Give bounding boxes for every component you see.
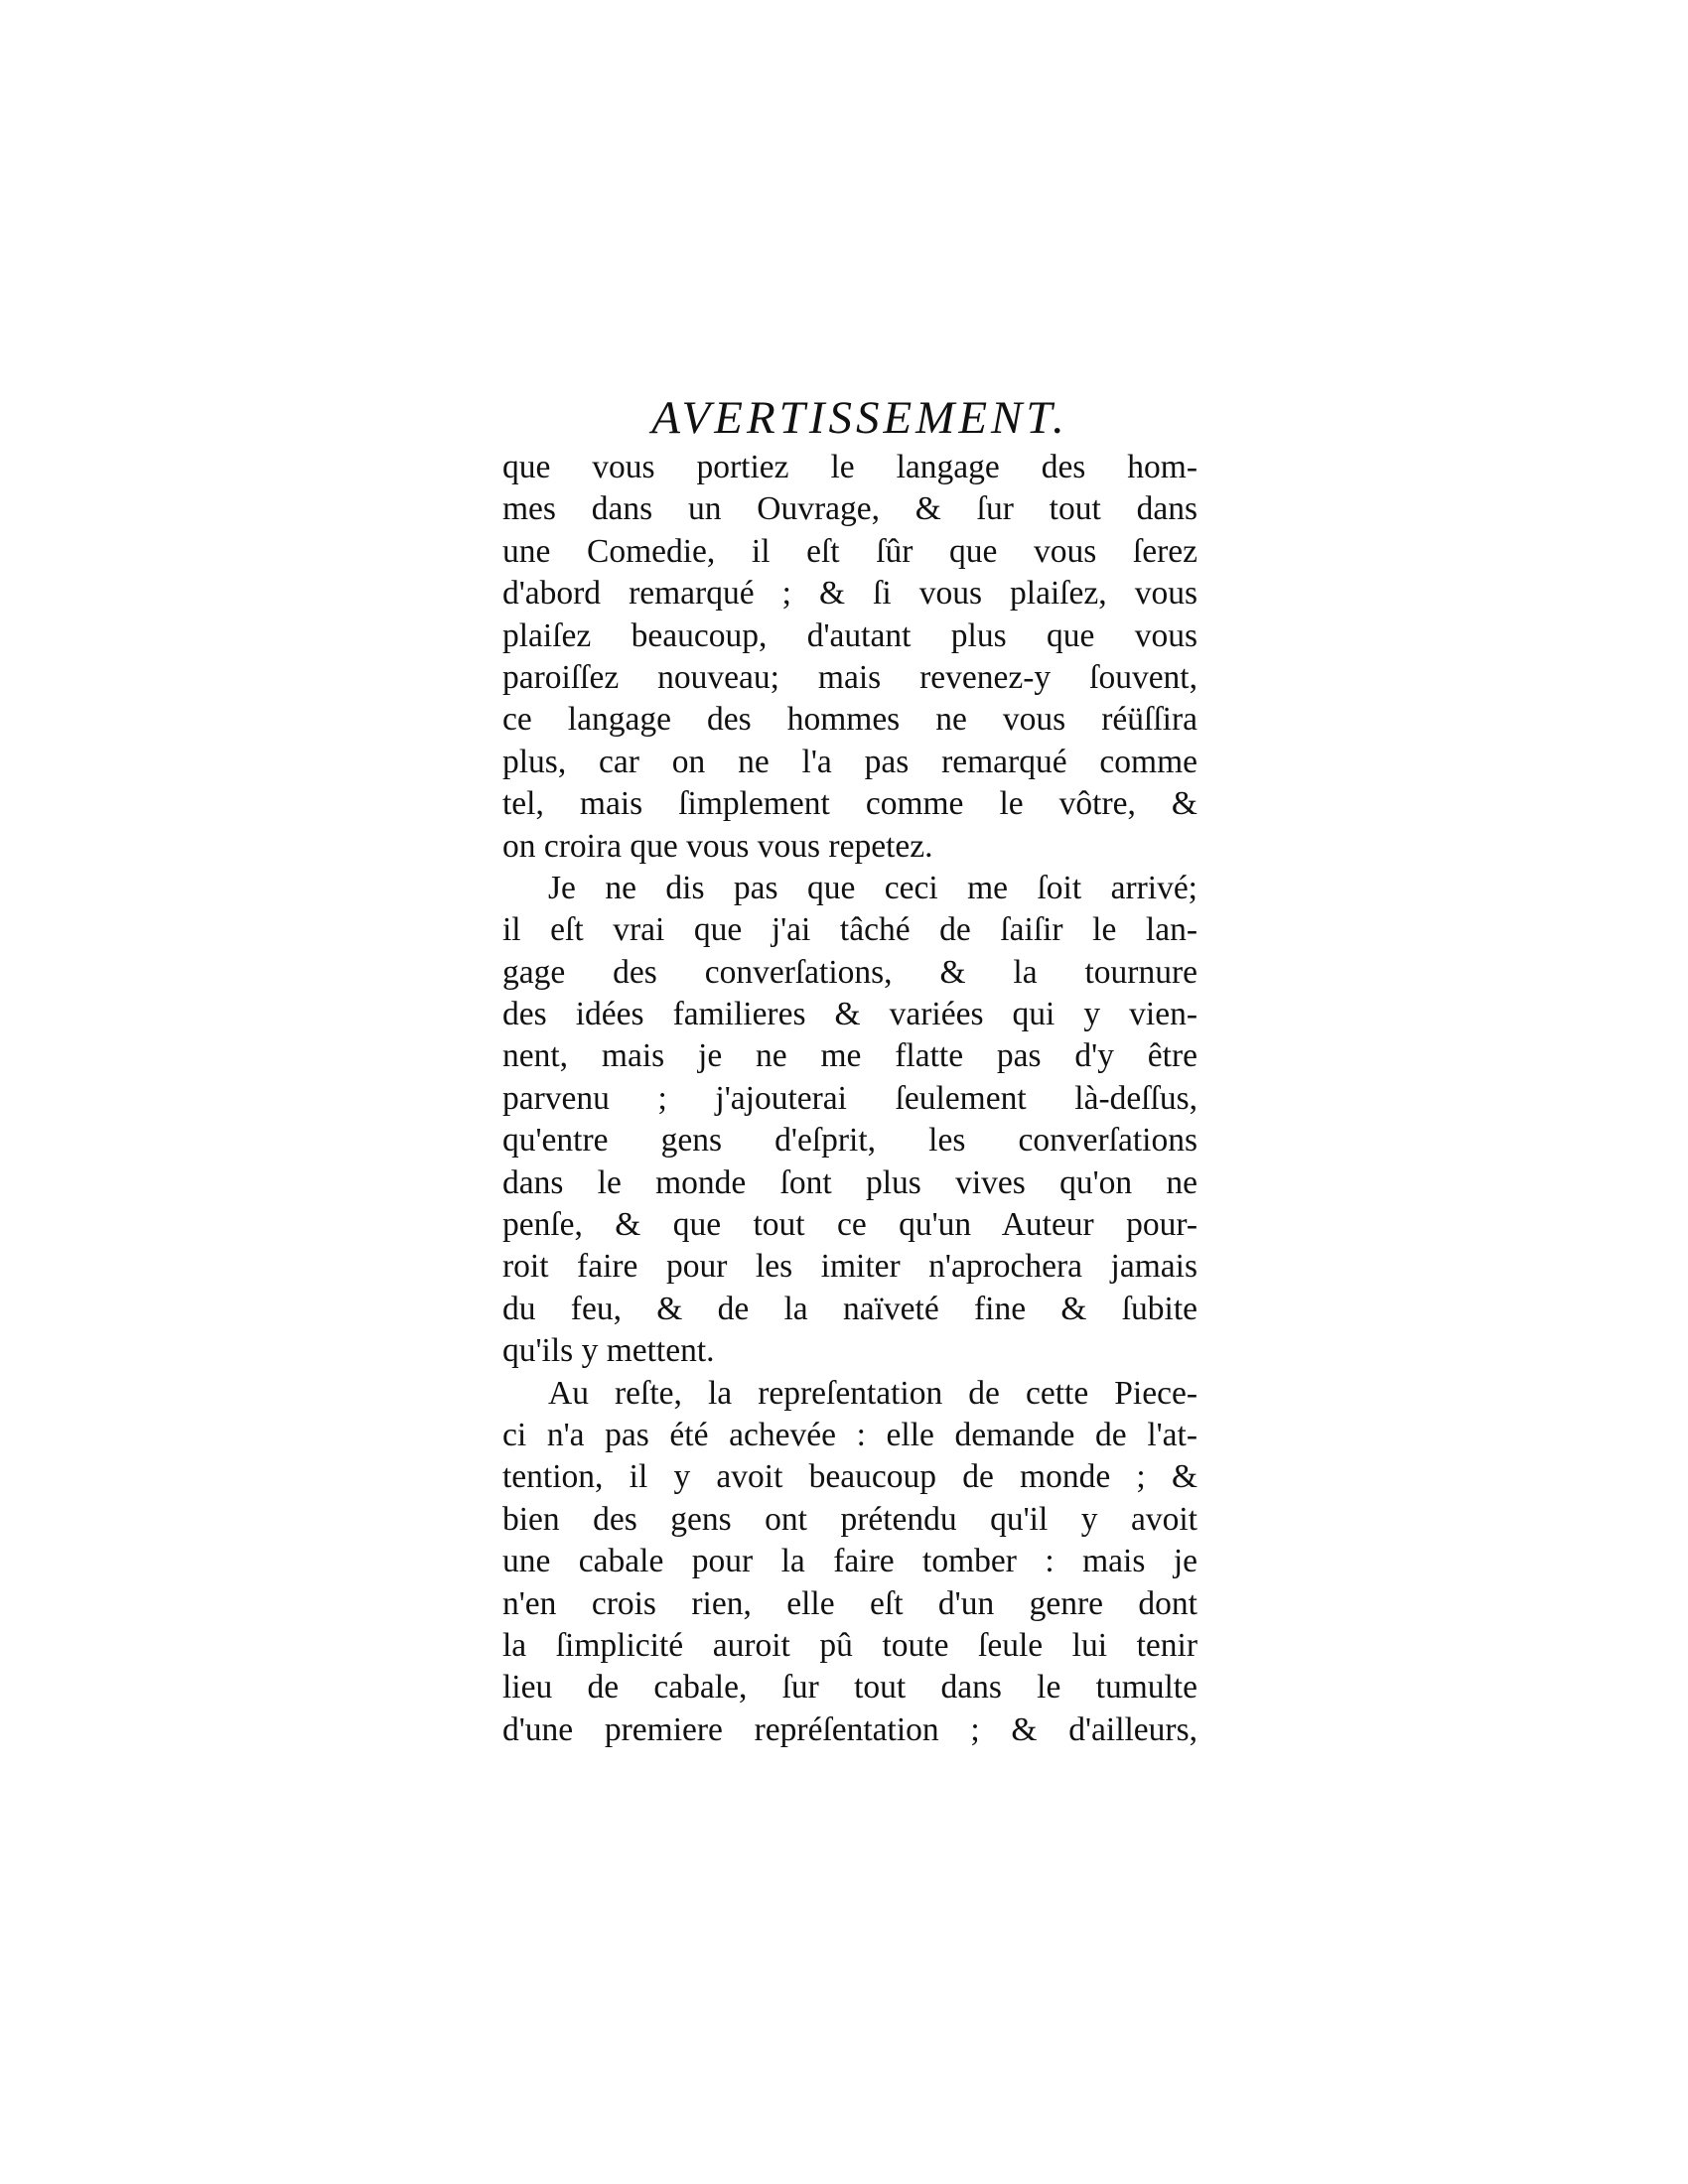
text-line: qu'ils y mettent. — [502, 1332, 715, 1370]
text-line: n'en crois rien, elle eſt d'un genre dont — [502, 1584, 1197, 1622]
text-line: qu'entre gens d'eſprit, les converſations — [502, 1122, 1197, 1160]
text-line: lieu de cabale, ſur tout dans le tumulte — [502, 1669, 1197, 1706]
text-line: gage des converſations, & la tournure — [502, 953, 1197, 991]
text-line: Je ne dis pas que ceci me ſoit arrivé; — [548, 869, 1197, 906]
text-line: penſe, & que tout ce qu'un Auteur pour- — [502, 1206, 1197, 1244]
paragraph-2 — [502, 868, 1197, 1373]
text-line: mes dans un Ouvrage, & ſur tout dans — [502, 490, 1197, 528]
text-line: roit faire pour les imiter n'aprochera jamais — [502, 1248, 1197, 1286]
book-page — [502, 389, 1197, 1751]
text-line: du feu, & de la naïveté fine & ſubite — [502, 1290, 1197, 1327]
text-line: tel, mais ſimplement comme le vôtre, & — [502, 785, 1197, 823]
text-line: parvenu ; j'ajouterai ſeulement là-deſſus, — [502, 1079, 1197, 1117]
paragraph-3 — [502, 1373, 1197, 1752]
running-head: AVERTISSEMENT. — [651, 392, 1068, 444]
text-line: une cabale pour la faire tomber : mais je — [502, 1543, 1197, 1580]
text-line: paroiſſez nouveau; mais revenez-y ſouvent, — [502, 658, 1197, 696]
text-line: d'une premiere repréſentation ; & d'ailleurs, — [502, 1710, 1197, 1748]
text-line: nent, mais je ne me flatte pas d'y être — [502, 1037, 1197, 1075]
text-line: que vous portiez le langage des hom- — [502, 449, 1197, 485]
text-line: dans le monde ſont plus vives qu'on ne — [502, 1163, 1197, 1201]
text-line: la ſimplicité auroit pû toute ſeule lui tenir — [502, 1626, 1197, 1664]
body-text — [502, 447, 1197, 1751]
text-line: tention, il y avoit beaucoup de monde ; & — [502, 1458, 1197, 1496]
text-line: une Comedie, il eſt ſûr que vous ſerez — [502, 532, 1197, 570]
text-line: il eſt vrai que j'ai tâché de ſaiſir le lan- — [502, 911, 1197, 949]
text-line: on croira que vous vous repetez. — [502, 827, 933, 865]
text-line: des idées familieres & variées qui y vien- — [502, 996, 1197, 1033]
text-line: plaiſez beaucoup, d'autant plus que vous — [502, 616, 1197, 654]
text-line: plus, car on ne l'a pas remarqué comme — [502, 743, 1197, 780]
text-line: ci n'a pas été achevée : elle demande de l'at- — [502, 1416, 1197, 1453]
text-line: bien des gens ont prétendu qu'il y avoit — [502, 1500, 1197, 1538]
text-line: d'abord remarqué ; & ſi vous plaiſez, vous — [502, 575, 1197, 613]
text-line: Au reſte, la repreſentation de cette Piece- — [548, 1374, 1197, 1412]
text-line: ce langage des hommes ne vous réüſſira — [502, 701, 1197, 739]
paragraph-1 — [502, 447, 1197, 868]
